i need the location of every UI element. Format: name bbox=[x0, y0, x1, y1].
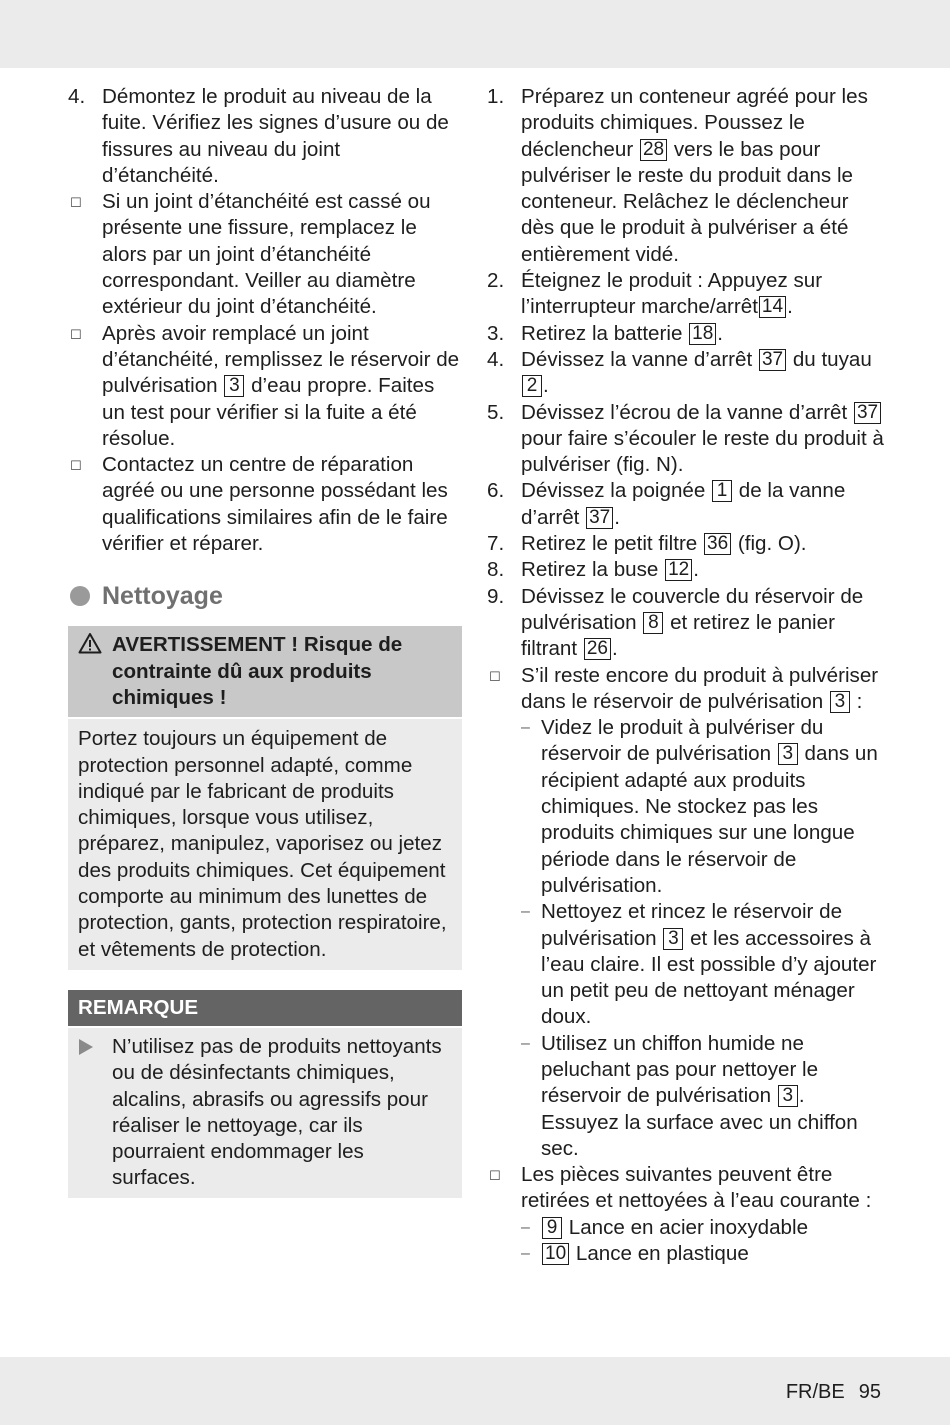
step-number: 9. bbox=[487, 584, 505, 608]
warning-title: AVERTISSEMENT ! Risque de contrainte dû aux produits chimiques ! bbox=[112, 633, 403, 709]
sub-text: Videz le produit à pulvériser du réservoir de pulvérisation bbox=[541, 716, 824, 766]
page-number: 95 bbox=[858, 1381, 881, 1403]
part-reference: 37 bbox=[854, 402, 881, 424]
dash-bullet-icon: – bbox=[521, 719, 530, 737]
bullet-item bbox=[68, 321, 462, 452]
bullet-item bbox=[68, 452, 462, 557]
part-reference: 8 bbox=[643, 612, 663, 634]
checkbox-bullet-icon: ☐ bbox=[70, 458, 82, 474]
bullet-text: d’eau propre. Faites un test pour vérifier si la fuite a été résolue. bbox=[102, 374, 435, 450]
page-footer bbox=[786, 1379, 881, 1405]
part-reference: 26 bbox=[584, 638, 611, 660]
step-text: pour faire s’écouler le reste du produit à pulvériser (fig. N). bbox=[521, 426, 884, 477]
step-number: 6. bbox=[487, 479, 505, 503]
step-3 bbox=[487, 321, 887, 347]
step-number: 5. bbox=[487, 400, 505, 424]
step-text: Éteignez le produit : Appuyez sur l’interrupteur marche/arrêt bbox=[521, 269, 823, 319]
part-reference: 37 bbox=[759, 349, 786, 371]
part-reference: 1 bbox=[712, 480, 732, 502]
footer-language: FR/BE bbox=[785, 1381, 845, 1403]
part-reference: 3 bbox=[224, 375, 244, 397]
checkbox-bullet-icon: ☐ bbox=[489, 1168, 501, 1184]
step-4 bbox=[68, 84, 462, 189]
step-1 bbox=[487, 84, 887, 268]
step-2 bbox=[487, 268, 887, 321]
left-column bbox=[68, 84, 462, 1198]
bullet-text: Contactez un centre de réparation agréé ou une personne possédant les qualifications similaires afin de le faire vérifier et réparer. bbox=[102, 453, 448, 556]
step-text: de la vanne d’arrêt bbox=[521, 479, 846, 529]
bullet-text: Les pièces suivantes peuvent être retirées et nettoyées à l’eau courante : bbox=[521, 1163, 872, 1213]
step-text: Retirez la buse bbox=[521, 558, 659, 582]
bullet-text: Si un joint d’étanchéité est cassé ou présente une fissure, remplacez le alors par un joint d’étanchéité correspondant. Veiller au diamètre extérieur du joint d’étanchéité. bbox=[102, 190, 431, 319]
step-text: et retirez le panier filtrant bbox=[521, 610, 835, 661]
dash-bullet-icon: – bbox=[521, 1218, 530, 1236]
sub-item bbox=[521, 1215, 887, 1241]
step-text: . bbox=[717, 321, 724, 345]
part-reference: 28 bbox=[640, 139, 667, 161]
part-reference: 18 bbox=[689, 323, 716, 345]
dash-bullet-icon: – bbox=[521, 1245, 530, 1263]
step-number: 4. bbox=[487, 347, 505, 371]
dash-bullet-icon: – bbox=[521, 1034, 530, 1052]
step-text: . bbox=[693, 558, 699, 582]
section-title bbox=[68, 581, 462, 611]
step-text: Retirez le petit filtre bbox=[521, 532, 698, 556]
sub-text: Utilisez un chiffon humide ne peluchant pas pour nettoyer le réservoir de pulvérisation bbox=[541, 1031, 819, 1108]
bullet-text: Après avoir remplacé un joint d’étanchéité, remplissez le réservoir de pulvérisation bbox=[102, 321, 460, 398]
warning-box bbox=[68, 626, 462, 970]
step-number: 1. bbox=[487, 85, 505, 108]
part-reference: 37 bbox=[586, 507, 613, 529]
sub-text: . Essuyez la surface avec un chiffon sec. bbox=[541, 1084, 858, 1160]
step-text: Retirez la batterie bbox=[521, 321, 683, 345]
step-text: . bbox=[611, 637, 618, 661]
step-text: Dévissez la poignée bbox=[521, 479, 706, 503]
step-text: Dévissez l’écrou de la vanne d’arrêt bbox=[521, 400, 848, 424]
step-text: du tuyau bbox=[792, 347, 872, 371]
step-text: . bbox=[543, 374, 549, 398]
sub-text: et les accessoires à l’eau claire. Il est possible d’y ajouter un petit peu de nettoyant ménager doux. bbox=[541, 926, 877, 1029]
sub-text: Lance en plastique bbox=[575, 1242, 749, 1266]
sub-item bbox=[521, 1241, 887, 1267]
bullet-item bbox=[487, 663, 887, 1163]
sub-item bbox=[521, 715, 887, 899]
step-4 bbox=[487, 347, 887, 400]
right-column bbox=[487, 84, 887, 1267]
step-text: Préparez un conteneur agréé pour les produits chimiques. Poussez le déclencheur bbox=[521, 85, 868, 161]
step-number: 3. bbox=[487, 321, 505, 345]
arrow-right-icon bbox=[78, 1037, 94, 1063]
part-reference: 36 bbox=[704, 533, 731, 555]
step-text: Dévissez la vanne d’arrêt bbox=[521, 347, 753, 371]
bullet-item bbox=[68, 189, 462, 320]
warning-header bbox=[68, 626, 462, 717]
bullet-text: S’il reste encore du produit à pulvériser dans le réservoir de pulvérisation bbox=[521, 663, 879, 713]
step-text: Dévissez le couvercle du réservoir de pulvérisation bbox=[521, 584, 864, 634]
step-text: Démontez le produit au niveau de la fuite. Vérifiez les signes d’usure ou de fissures au niveau du joint d’étanchéité. bbox=[102, 85, 449, 187]
part-reference: 3 bbox=[830, 691, 850, 713]
dash-bullet-icon: – bbox=[521, 903, 530, 921]
circle-bullet-icon bbox=[70, 586, 90, 606]
note-header: REMARQUE bbox=[68, 990, 462, 1026]
part-reference: 3 bbox=[778, 1085, 798, 1107]
step-number: 4. bbox=[68, 85, 86, 108]
step-text: . bbox=[787, 295, 793, 319]
top-band bbox=[0, 0, 950, 68]
bullet-text: : bbox=[856, 689, 863, 713]
checkbox-bullet-icon: ☐ bbox=[489, 668, 501, 684]
step-5 bbox=[487, 400, 887, 479]
part-reference: 10 bbox=[542, 1243, 569, 1265]
part-reference: 9 bbox=[542, 1217, 562, 1239]
checkbox-bullet-icon: ☐ bbox=[70, 195, 82, 211]
step-text: vers le bas pour pulvériser le reste du produit dans le conteneur. Relâchez le déclencheur dès que le produit à pulvériser a été entièrement vidé. bbox=[521, 137, 853, 266]
part-reference: 3 bbox=[778, 743, 798, 765]
step-number: 2. bbox=[487, 269, 505, 293]
sub-item bbox=[521, 1031, 887, 1162]
step-text: (fig. O). bbox=[737, 532, 807, 556]
step-number: 7. bbox=[487, 532, 505, 556]
step-text: . bbox=[614, 505, 620, 529]
step-number: 8. bbox=[487, 558, 505, 582]
part-reference: 14 bbox=[759, 296, 786, 318]
sub-text: Nettoyez et rincez le réservoir de pulvérisation bbox=[541, 900, 843, 950]
step-7 bbox=[487, 531, 887, 557]
sub-text: Lance en acier inoxydable bbox=[568, 1215, 809, 1239]
sub-item bbox=[521, 899, 887, 1030]
step-8 bbox=[487, 557, 887, 583]
part-reference: 12 bbox=[665, 559, 692, 581]
note-text: N’utilisez pas de produits nettoyants ou de désinfectants chimiques, alcalins, abrasifs ou agressifs pour réaliser le nettoyage, car ils pourraient endommager les surfaces. bbox=[112, 1034, 442, 1190]
warning-triangle-icon bbox=[78, 632, 102, 661]
step-9 bbox=[487, 584, 887, 663]
section-title-text: Nettoyage bbox=[102, 582, 223, 611]
warning-body: Portez toujours un équipement de protection personnel adapté, comme indiqué par le fabricant de produits chimiques, lorsque vous utilisez, préparez, manipulez, vaporisez ou jetez des produits chimiques. Cet équipement comporte au minimum des lunettes de protection, gants, protection respiratoire, et vêtements de protection. bbox=[68, 719, 462, 970]
bullet-item bbox=[487, 1162, 887, 1267]
part-reference: 2 bbox=[522, 375, 542, 397]
note-box bbox=[68, 990, 462, 1198]
note-body bbox=[68, 1028, 462, 1198]
part-reference: 3 bbox=[663, 928, 683, 950]
sub-text: dans un récipient adapté aux produits chimiques. Ne stockez pas les produits chimiques sur une longue période dans le réservoir de pulvérisation. bbox=[541, 742, 878, 897]
checkbox-bullet-icon: ☐ bbox=[70, 326, 82, 342]
step-6 bbox=[487, 478, 887, 531]
